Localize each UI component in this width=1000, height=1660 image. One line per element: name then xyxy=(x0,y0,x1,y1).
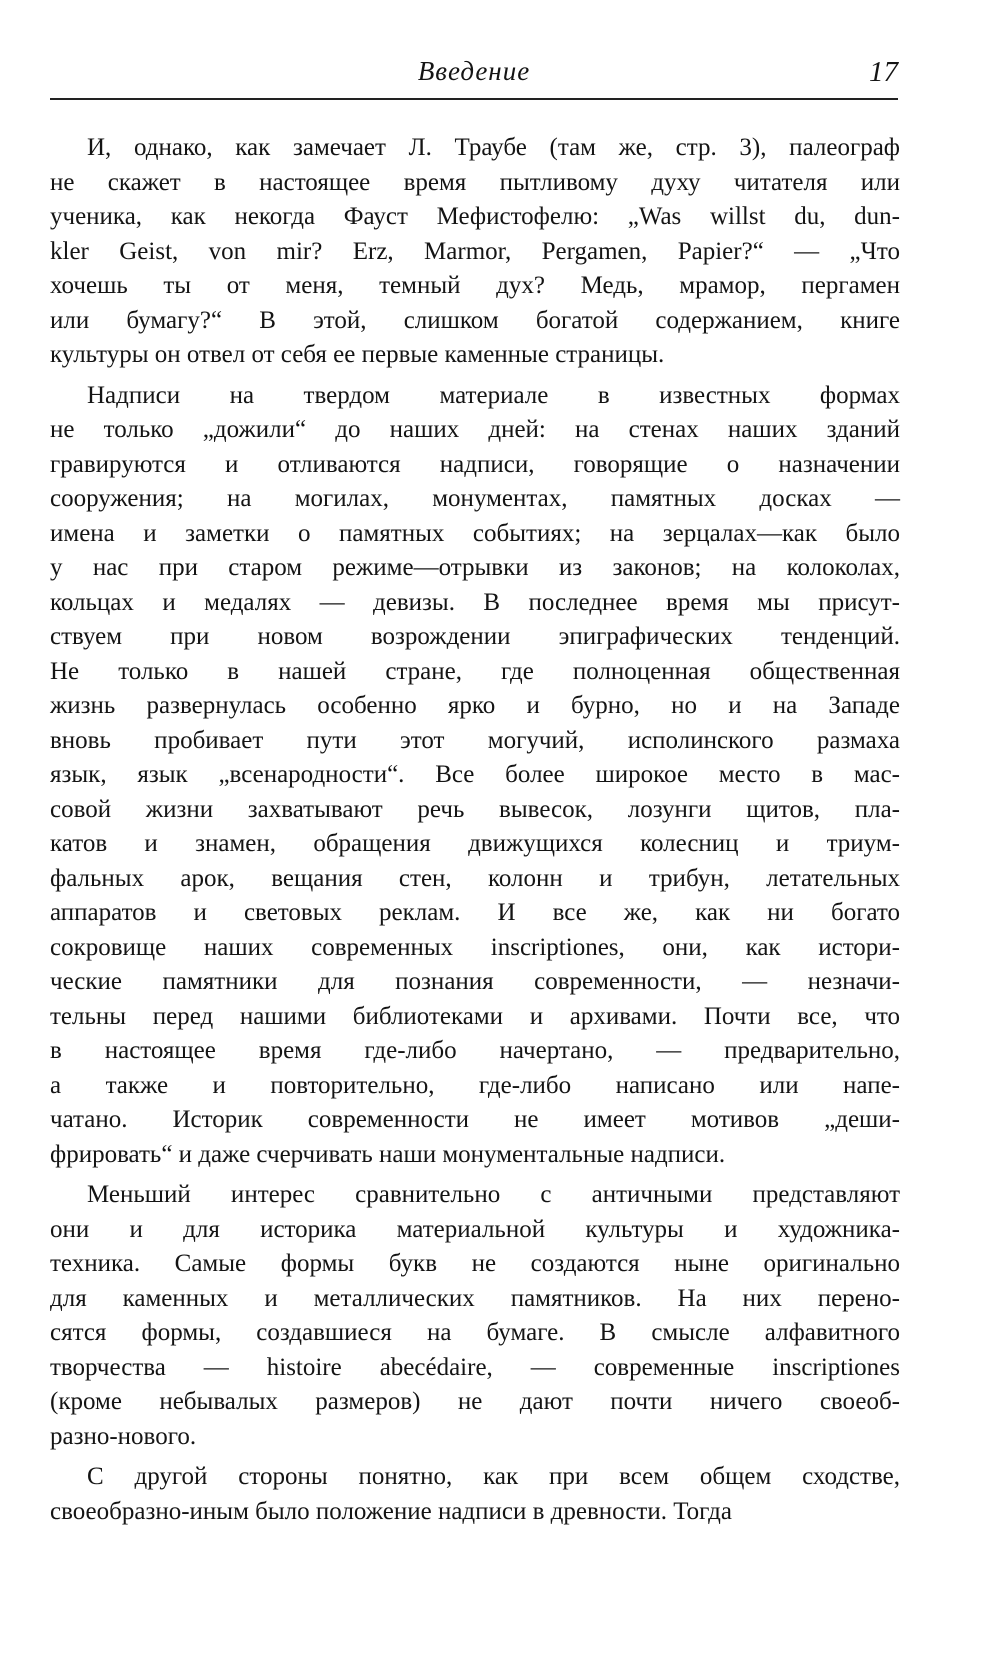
text-line: совой жизни захватывают речь вывесок, лозунги щитов, пла- xyxy=(50,795,900,823)
text-line: творчества — histoire abecédaire, — современные inscriptiones xyxy=(50,1353,900,1381)
text-line: разно-нового. xyxy=(50,1422,197,1450)
text-line: И, однако, как замечает Л. Траубе (там же, стр. 3), палеограф xyxy=(87,134,900,161)
running-head xyxy=(50,56,898,96)
text-line: ствуем при новом возрождении эпиграфических тенденций. xyxy=(50,623,900,650)
text-line: чатано. Историк современности не имеет мотивов „деши- xyxy=(50,1106,900,1133)
text-line: С другой стороны понятно, как при всем общем сходстве, xyxy=(87,1463,900,1490)
text-line: имена и заметки о памятных событиях; на зерцалах—как было xyxy=(50,519,900,547)
text-line: в настоящее время где-либо начертано, — предварительно, xyxy=(50,1037,900,1064)
header-rule xyxy=(50,98,898,100)
text-line: сокровище наших современных inscriptiones, они, как истори- xyxy=(50,933,900,961)
text-line: язык, язык „всенародности“. Все более широкое место в мас- xyxy=(50,761,900,788)
body-text xyxy=(50,131,900,1535)
text-line: хочешь ты от меня, темный дух? Медь, мрамор, пергамен xyxy=(50,272,900,299)
text-line: Меньший интерес сравнительно с античными представляют xyxy=(87,1181,900,1208)
paragraph xyxy=(50,379,900,1173)
text-line: не скажет в настоящее время пытливому духу читателя или xyxy=(50,168,900,196)
text-line: сятся формы, создавшиеся на бумаге. В смысле алфавитного xyxy=(50,1319,900,1346)
text-line: культуры он отвел от себя ее первые каменные страницы. xyxy=(50,341,665,368)
text-line: своеобразно-иным было положение надписи в древности. Тогда xyxy=(50,1497,732,1525)
text-line: Надписи на твердом материале в известных формах xyxy=(87,381,900,409)
text-line: Не только в нашей стране, где полноценная общественная xyxy=(50,657,900,685)
text-line: вновь пробивает пути этот могучий, исполинского размаха xyxy=(50,726,900,754)
text-line: катов и знамен, обращения движущихся колесниц и триум- xyxy=(50,830,900,857)
text-line: они и для историка материальной культуры и художника- xyxy=(50,1215,900,1243)
text-line: или бумагу?“ В этой, слишком богатой содержанием, книге xyxy=(50,306,900,334)
text-line: ческие памятники для познания современности, — незначи- xyxy=(50,968,900,995)
text-line: аппаратов и световых реклам. И все же, как ни богато xyxy=(50,899,900,926)
text-line: kler Geist, von mir? Erz, Marmor, Pergamen, Papier?“ — „Что xyxy=(50,237,900,265)
paragraph xyxy=(50,1178,900,1454)
chapter-title: Введение xyxy=(417,56,531,86)
text-line: кольцах и медалях — девизы. В последнее время мы присут- xyxy=(50,588,900,616)
text-line: не только „дожили“ до наших дней: на стенах наших зданий xyxy=(50,416,900,443)
paragraph xyxy=(50,1460,900,1529)
text-line: техника. Самые формы букв не создаются ныне оригинально xyxy=(50,1250,900,1277)
text-line: сооружения; на могилах, монументах, памятных досках — xyxy=(50,485,900,512)
text-line: фрировать“ и даже счерчивать наши монументальные надписи. xyxy=(50,1140,726,1168)
text-line: фальных арок, вещания стен, колонн и трибун, летательных xyxy=(50,864,900,892)
text-line: а также и повторительно, где-либо написано или напе- xyxy=(50,1071,900,1099)
text-line: у нас при старом режиме—отрывки из законов; на колоколах, xyxy=(50,554,900,581)
text-line: тельны перед нашими библиотеками и архивами. Почти все, что xyxy=(50,1002,900,1030)
page-number: 17 xyxy=(869,56,898,88)
text-line: жизнь развернулась особенно ярко и бурно, но и на Западе xyxy=(50,692,900,719)
text-line: ученика, как некогда Фауст Мефистофелю: „Was willst du, dun- xyxy=(50,203,900,230)
text-line: (кроме небывалых размеров) не дают почти ничего своеоб- xyxy=(50,1388,900,1415)
paragraph xyxy=(50,131,900,373)
text-line: для каменных и металлических памятников. На них перено- xyxy=(50,1284,900,1312)
text-line: гравируются и отливаются надписи, говорящие о назначении xyxy=(50,450,900,478)
